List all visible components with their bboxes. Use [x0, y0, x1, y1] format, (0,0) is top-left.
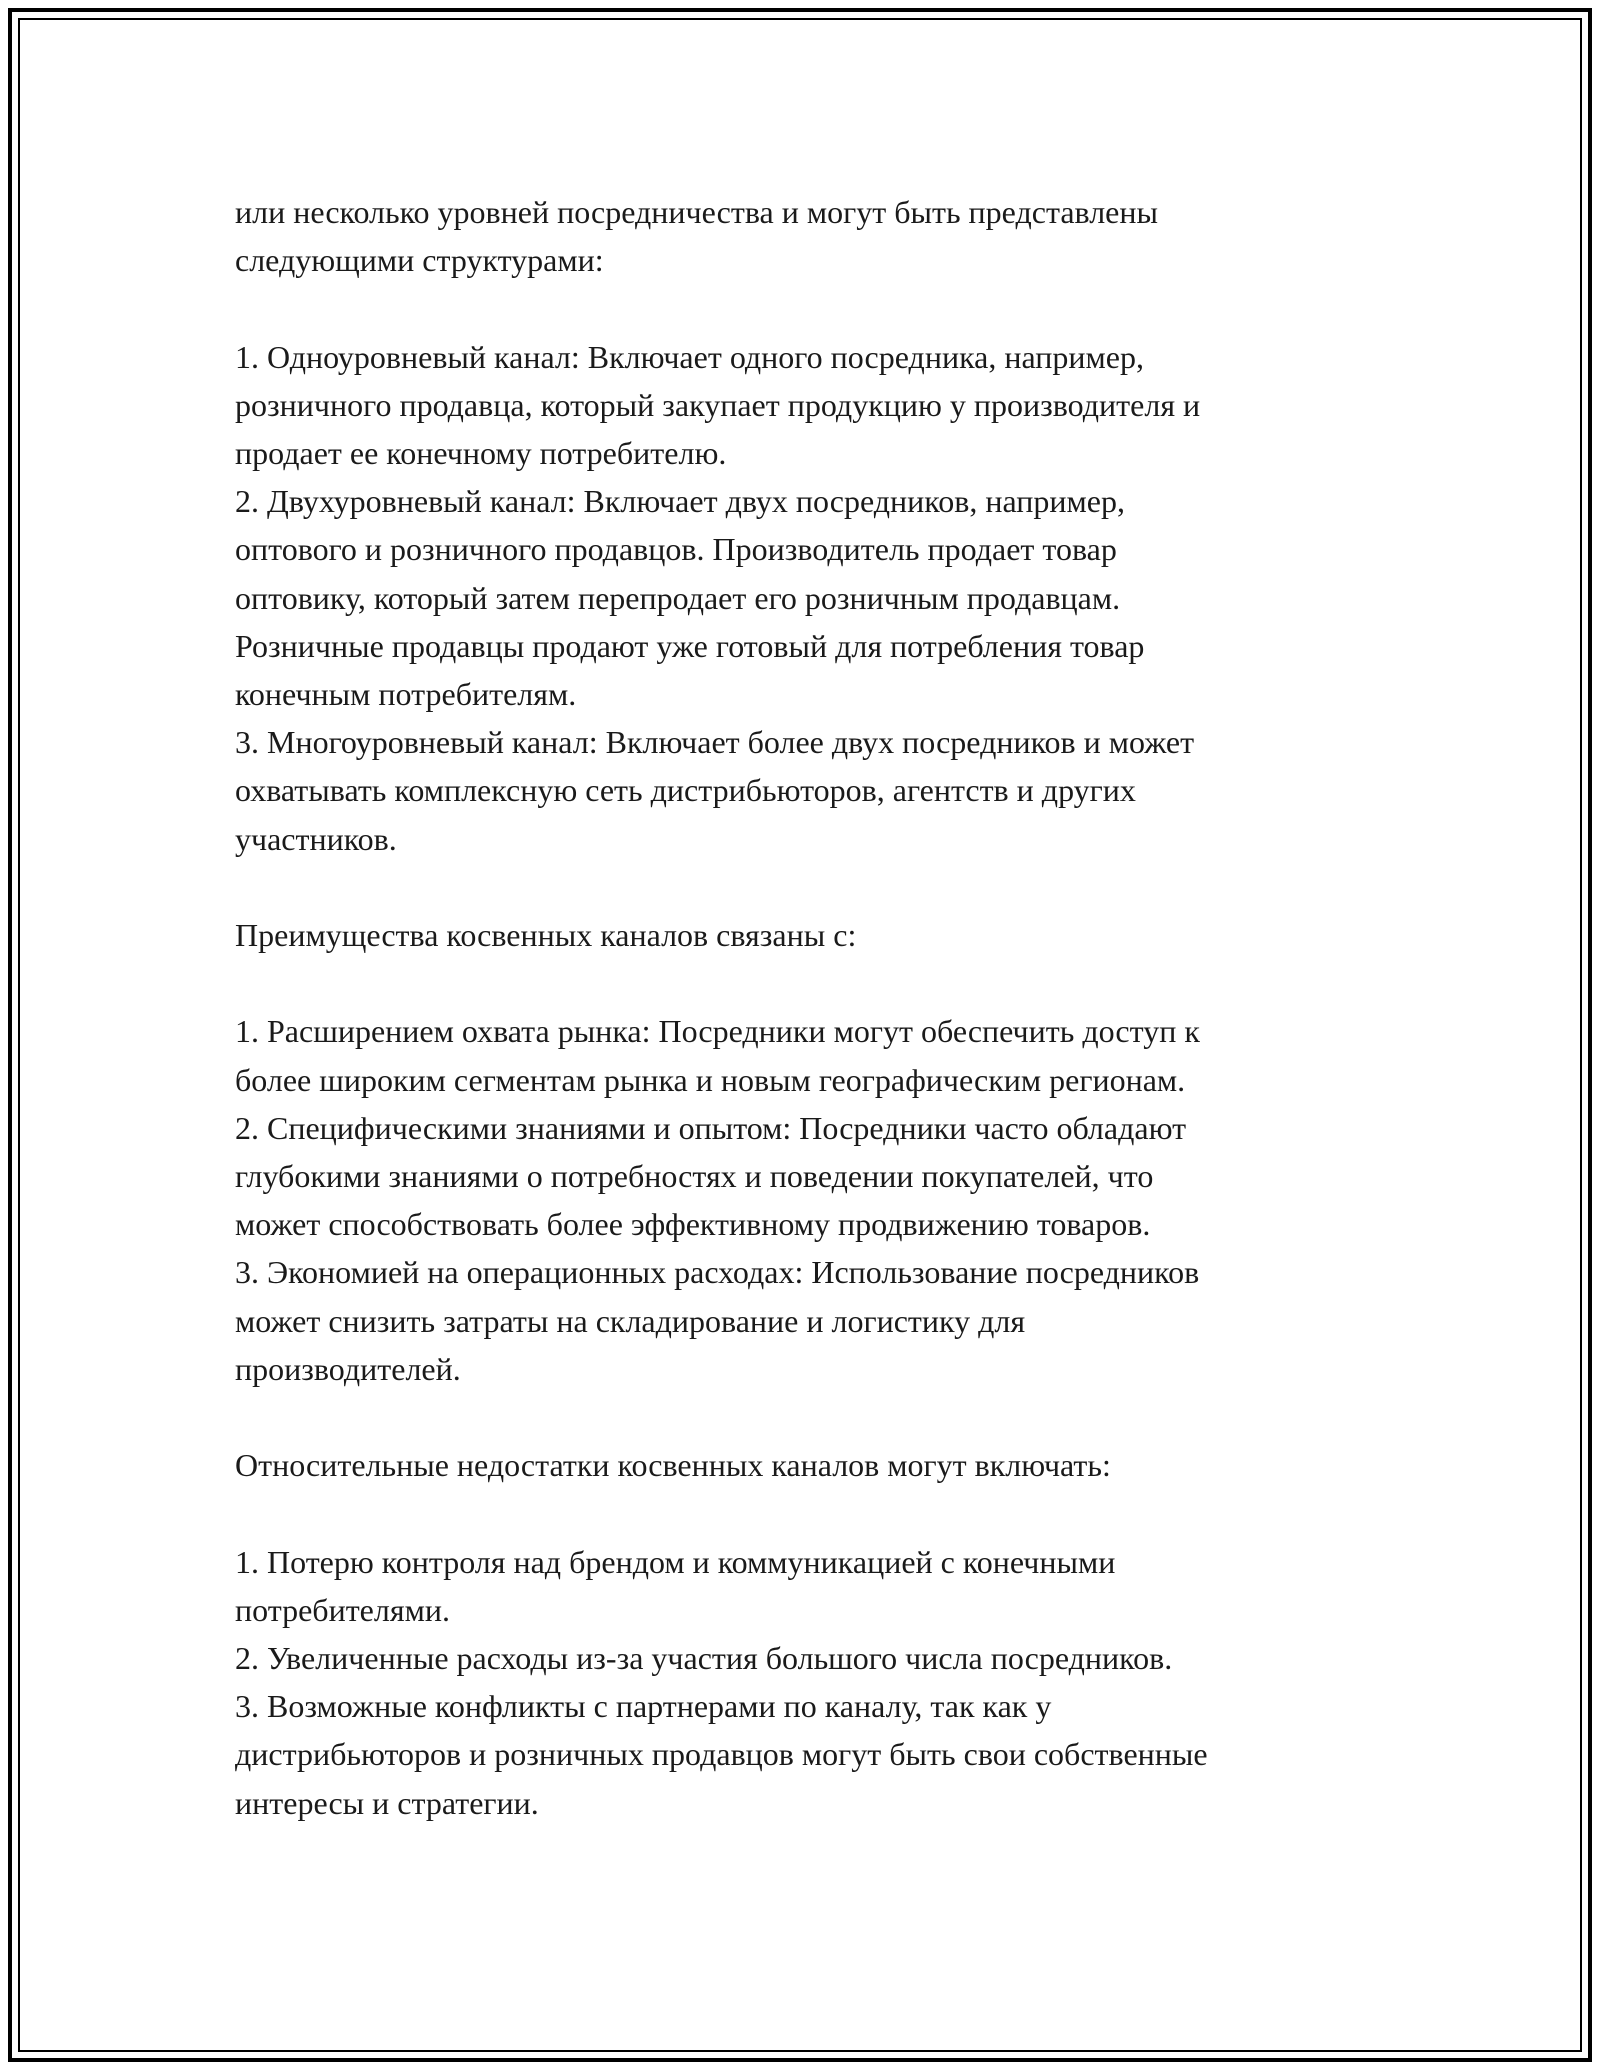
disadvantages-heading: Относительные недостатки косвенных каналов могут включать: [235, 1447, 1111, 1484]
advantage-item-2: 2. Специфическими знаниями и опытом: Посредники часто обладают глубокими знаниями о потребностях и поведении покупателей, что может способствовать более эффективному продвижению товаров. [235, 1109, 1187, 1243]
structure-item-1: 1. Одноуровневый канал: Включает одного посредника, например, розничного продавца, который закупает продукцию у производителя и продает ее конечному потребителю. [235, 338, 1201, 471]
paragraph-spacer [235, 863, 1385, 911]
disadvantage-item-3: 3. Возможные конфликты с партнерами по каналу, так как у дистрибьюторов и розничных продавцов могут быть свои собственные интересы и стратегии. [235, 1688, 1208, 1821]
advantage-item-1: 1. Расширением охвата рынка: Посредники могут обеспечить доступ к более широким сегментам рынка и новым географическим регионам. [235, 1013, 1200, 1098]
disadvantage-item-1: 1. Потерю контроля над брендом и коммуникацией с конечными потребителями. [235, 1543, 1116, 1628]
advantages-heading: Преимущества косвенных каналов связаны с: [235, 917, 857, 954]
intro-paragraph: или несколько уровней посредничества и могут быть представлены следующими структурами: [235, 194, 1158, 279]
paragraph-spacer [235, 1489, 1385, 1537]
advantage-item-3: 3. Экономией на операционных расходах: Использование посредников может снизить затраты на складирование и логистику для производителей. [235, 1254, 1200, 1387]
structure-item-3: 3. Многоуровневый канал: Включает более двух посредников и может охватывать комплексную сеть дистрибьюторов, агентств и других участников. [235, 724, 1195, 857]
disadvantage-item-2: 2. Увеличенные расходы из-за участия большого числа посредников. [235, 1640, 1173, 1677]
paragraph-spacer [235, 959, 1385, 1007]
paragraph-spacer [235, 284, 1385, 332]
structure-item-2: 2. Двухуровневый канал: Включает двух посредников, например, оптового и розничного продавцов. Производитель продает товар оптовику, который затем перепродает его розничным продавцам. Розничные продавцы продают уже готовый для потребления товар конечным потребителям. [235, 483, 1145, 713]
document-body [235, 188, 1385, 1827]
paragraph-spacer [235, 1393, 1385, 1441]
